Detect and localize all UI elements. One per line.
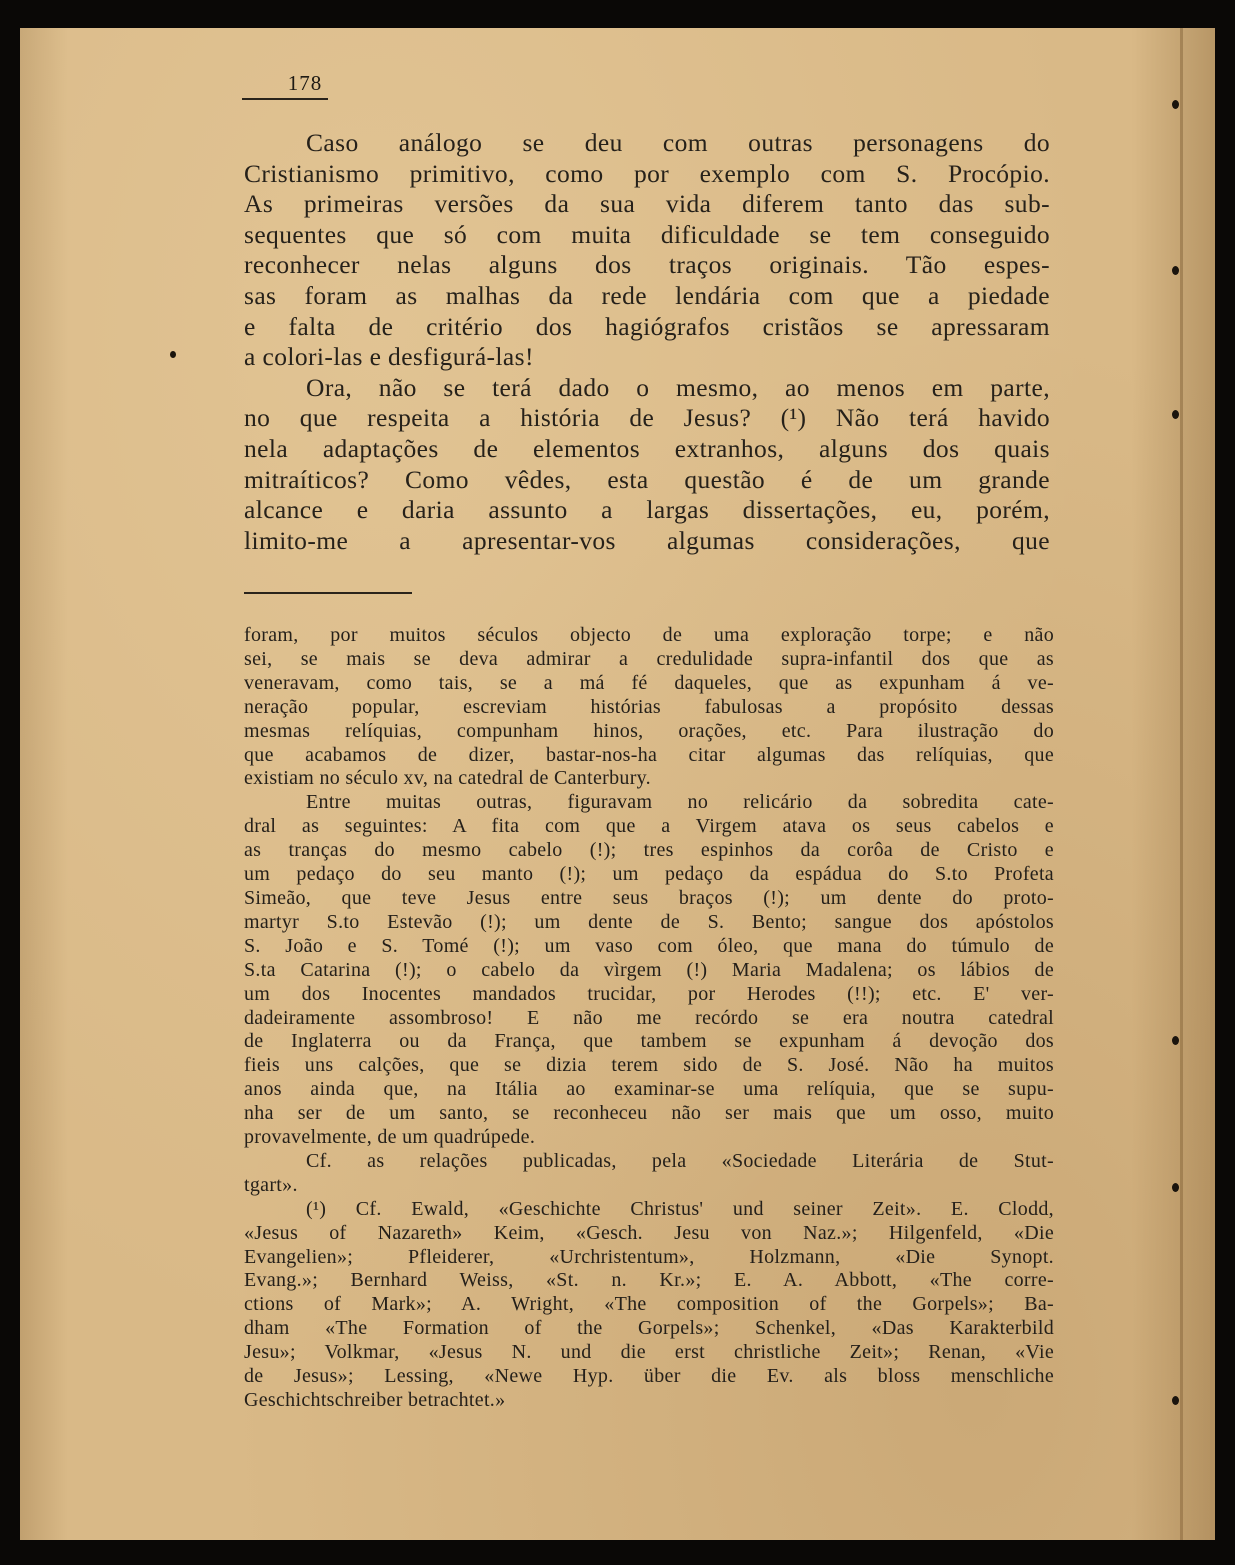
ink-spot xyxy=(170,351,176,358)
text-line: a colori-las e desfigurá-las! xyxy=(244,342,534,372)
text-line: reconhecer nelas alguns dos traços originais. Tão espes- xyxy=(244,250,1050,280)
binding-hole xyxy=(1172,100,1179,109)
footnote-line: dral as seguintes: A fita com que a Virgem atava os seus cabelos e xyxy=(244,815,1054,838)
text-line: As primeiras versões da sua vida diferem tanto das sub- xyxy=(244,189,1050,219)
binding-hole xyxy=(1172,1183,1179,1192)
text-line: Cristianismo primitivo, como por exemplo com S. Procópio. xyxy=(244,158,1050,188)
footnote-line: Evang.»; Bernhard Weiss, «St. n. Kr.»; E. A. Abbott, «The corre- xyxy=(244,1269,1054,1292)
footnote-line: nha ser de um santo, se reconheceu não ser mais que um osso, muito xyxy=(244,1102,1054,1125)
binding-hole xyxy=(1172,266,1179,275)
footnote-line: dadeiramente assombroso! E não me recórdo se era noutra catedral xyxy=(244,1006,1054,1029)
footnote-line: veneravam, como tais, se a má fé daqueles, que as expunham á ve- xyxy=(244,671,1054,694)
text-line: Ora, não se terá dado o mesmo, ao menos em parte, xyxy=(306,372,1050,402)
footnote-line: sei, se mais se deva admirar a credulidade supra-infantil dos que as xyxy=(244,647,1054,670)
footnote-line: que acabamos de dizer, bastar-nos-ha citar algumas das relíquias, que xyxy=(244,743,1054,766)
footnote-line: Geschichtschreiber betrachtet.» xyxy=(244,1389,506,1411)
footnote-line: tgart». xyxy=(244,1173,298,1196)
page-number: 178 xyxy=(287,71,323,95)
text-line: nela adaptações de elementos extranhos, alguns dos quais xyxy=(244,433,1050,463)
footnote-separator xyxy=(244,592,412,594)
footnote-line: um pedaço do seu manto (!); um pedaço da espádua do S.to Profeta xyxy=(244,863,1054,886)
footnote-line: provavelmente, de um quadrúpede. xyxy=(244,1126,536,1149)
footnote-line: ctions of Mark»; A. Wright, «The composition of the Gorpels»; Ba- xyxy=(244,1293,1054,1316)
text-line: e falta de critério dos hagiógrafos cristãos se apressaram xyxy=(244,311,1050,341)
footnote-line: Entre muitas outras, figuravam no relicário da sobredita cate- xyxy=(306,791,1054,814)
page-fold-shadow xyxy=(1180,28,1183,1540)
footnote-line: Simeão, que teve Jesus entre seus braços (!); um dente do proto- xyxy=(244,886,1054,909)
footnote-line: Jesu»; Volkmar, «Jesus N. und die erst christliche Zeit»; Renan, «Vie xyxy=(244,1341,1054,1364)
text-line: alcance e daria assunto a largas dissertações, eu, porém, xyxy=(244,495,1050,525)
binding-hole xyxy=(1172,1396,1179,1405)
text-line: Caso análogo se deu com outras personagens do xyxy=(306,128,1050,157)
footnote-line: um dos Inocentes mandados trucidar, por Herodes (!!); etc. E' ver- xyxy=(244,982,1054,1005)
text-line: sas foram as malhas da rede lendária com que a piedade xyxy=(244,280,1050,310)
footnote-line: martyr S.to Estevão (!); um dente de S. Bento; sangue dos apóstolos xyxy=(244,910,1054,933)
footnote-line: dham «The Formation of the Gorpels»; Schenkel, «Das Karakterbild xyxy=(244,1317,1054,1340)
book-page xyxy=(20,28,1215,1540)
text-line: no que respeita a história de Jesus? (¹) Não terá havido xyxy=(244,403,1050,433)
footnote-line: existiam no século xv, na catedral de Canterbury. xyxy=(244,767,651,790)
footnote-line: Cf. as relações publicadas, pela «Sociedade Literária de Stut- xyxy=(306,1149,1054,1172)
text-line: sequentes que só com muita dificuldade se tem conseguido xyxy=(244,219,1050,249)
binding-hole xyxy=(1172,1036,1179,1045)
footnote-line: «Jesus of Nazareth» Keim, «Gesch. Jesu von Naz.»; Hilgenfeld, «Die xyxy=(244,1221,1054,1244)
footnote-line: mesmas relíquias, compunham hinos, orações, etc. Para ilustração do xyxy=(244,719,1054,742)
text-line: limito-me a apresentar-vos algumas considerações, que xyxy=(244,525,1050,555)
footnotes xyxy=(244,624,1054,1413)
footnote-line: S.ta Catarina (!); o cabelo da vìrgem (!) Maria Madalena; os lábios de xyxy=(244,958,1054,981)
page-number-rule xyxy=(242,98,328,100)
footnote-line: neração popular, escreviam histórias fabulosas a propósito dessas xyxy=(244,695,1054,718)
footnote-line: de Jesus»; Lessing, «Newe Hyp. über die Ev. als bloss menschliche xyxy=(244,1365,1054,1388)
footnote-line: anos ainda que, na Itália ao examinar-se uma relíquia, que se supu- xyxy=(244,1078,1054,1101)
footnote-line: fieis uns calções, que se dizia terem sido de S. José. Não ha muitos xyxy=(244,1054,1054,1077)
footnote-line: de Inglaterra ou da França, que tambem se expunham á devoção dos xyxy=(244,1030,1054,1053)
footnote-line: Evangelien»; Pfleiderer, «Urchristentum», Holzmann, «Die Synopt. xyxy=(244,1245,1054,1268)
footnote-line: (¹) Cf. Ewald, «Geschichte Christus' und seiner Zeit». E. Clodd, xyxy=(306,1197,1054,1220)
footnote-line: as tranças do mesmo cabelo (!); tres espinhos da corôa de Cristo e xyxy=(244,839,1054,862)
footnote-line: S. João e S. Tomé (!); um vaso com óleo, que mana do túmulo de xyxy=(244,934,1054,957)
main-text xyxy=(244,128,1050,556)
binding-hole xyxy=(1172,410,1179,419)
footnote-line: foram, por muitos séculos objecto de uma exploração torpe; e não xyxy=(244,624,1054,646)
text-line: mitraíticos? Como vêdes, esta questão é de um grande xyxy=(244,464,1050,494)
